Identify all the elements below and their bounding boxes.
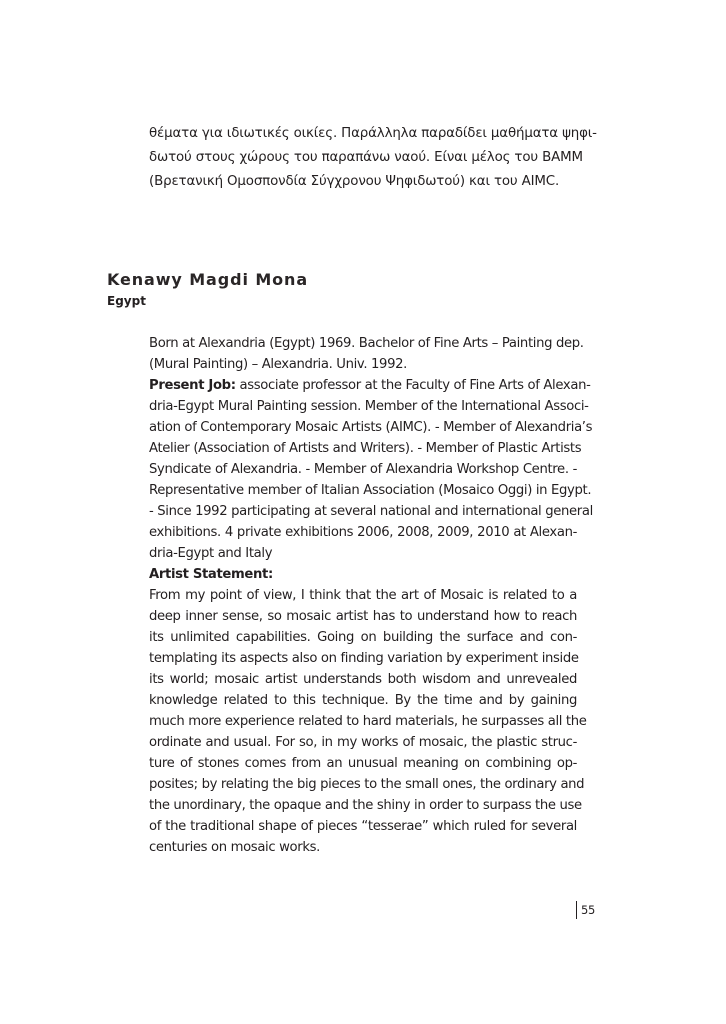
- present-job-text: associate professor at the Faculty of Fine Arts of Alexan-: [235, 378, 591, 393]
- bio-intro-line: Born at Alexandria (Egypt) 1969. Bachelor of Fine Arts – Painting dep.: [149, 336, 584, 351]
- statement-line: the unordinary, the opaque and the shiny in order to surpass the use: [149, 798, 582, 813]
- statement-line: deep inner sense, so mosaic artist has to understand how to reach: [149, 609, 577, 624]
- greek-text-line: θέματα για ιδιωτικές οικίες. Παράλληλα παραδίδει μαθήματα ψηφι-: [149, 126, 597, 141]
- greek-text-line: δωτού στους χώρους του παραπάνω ναού. Είναι μέλος του BAMM: [149, 150, 583, 165]
- statement-line: of the traditional shape of pieces “tesserae” which ruled for several: [149, 819, 577, 834]
- present-job-line: Syndicate of Alexandria. - Member of Alexandria Workshop Centre. -: [149, 462, 577, 477]
- statement-line: much more experience related to hard materials, he surpasses all the: [149, 714, 587, 729]
- present-job-line: Atelier (Association of Artists and Writers). - Member of Plastic Artists: [149, 441, 582, 456]
- present-job-first-line: [149, 375, 591, 396]
- artist-name-heading: Kenawy Magdi Mona: [107, 270, 309, 289]
- statement-line: From my point of view, I think that the art of Mosaic is related to a: [149, 588, 577, 603]
- statement-line: knowledge related to this technique. By the time and by gaining: [149, 693, 577, 708]
- present-job-line: dria-Egypt and Italy: [149, 546, 273, 561]
- present-job-line: ation of Contemporary Mosaic Artists (AIMC). - Member of Alexandria’s: [149, 420, 593, 435]
- statement-line: templating its aspects also on finding variation by experiment inside: [149, 651, 579, 666]
- present-job-line: dria-Egypt Mural Painting session. Member of the International Associ-: [149, 399, 589, 414]
- previous-entry-paragraph: [149, 122, 597, 194]
- present-job-label: Present Job:: [149, 378, 236, 393]
- present-job-line: - Since 1992 participating at several national and international general: [149, 504, 593, 519]
- statement-line: its unlimited capabilities. Going on building the surface and con-: [149, 630, 577, 645]
- page-number: 55: [576, 901, 595, 919]
- statement-line: ture of stones comes from an unusual meaning on combining op-: [149, 756, 577, 771]
- artist-statement-label: Artist Statement:: [149, 567, 273, 582]
- statement-line: ordinate and usual. For so, in my works of mosaic, the plastic struc-: [149, 735, 577, 750]
- statement-line: its world; mosaic artist understands both wisdom and unrevealed: [149, 672, 577, 687]
- present-job-line: exhibitions. 4 private exhibitions 2006, 2008, 2009, 2010 at Alexan-: [149, 525, 577, 540]
- greek-text-line: (Βρετανική Ομοσπονδία Σύγχρονου Ψηφιδωτού) και του AIMC.: [149, 174, 560, 189]
- artist-biography: [149, 333, 593, 858]
- artist-country: Egypt: [107, 294, 146, 308]
- bio-intro-line: (Mural Painting) – Alexandria. Univ. 1992.: [149, 357, 408, 372]
- statement-line: posites; by relating the big pieces to the small ones, the ordinary and: [149, 777, 585, 792]
- statement-line: centuries on mosaic works.: [149, 840, 320, 855]
- present-job-line: Representative member of Italian Association (Mosaico Oggi) in Egypt.: [149, 483, 592, 498]
